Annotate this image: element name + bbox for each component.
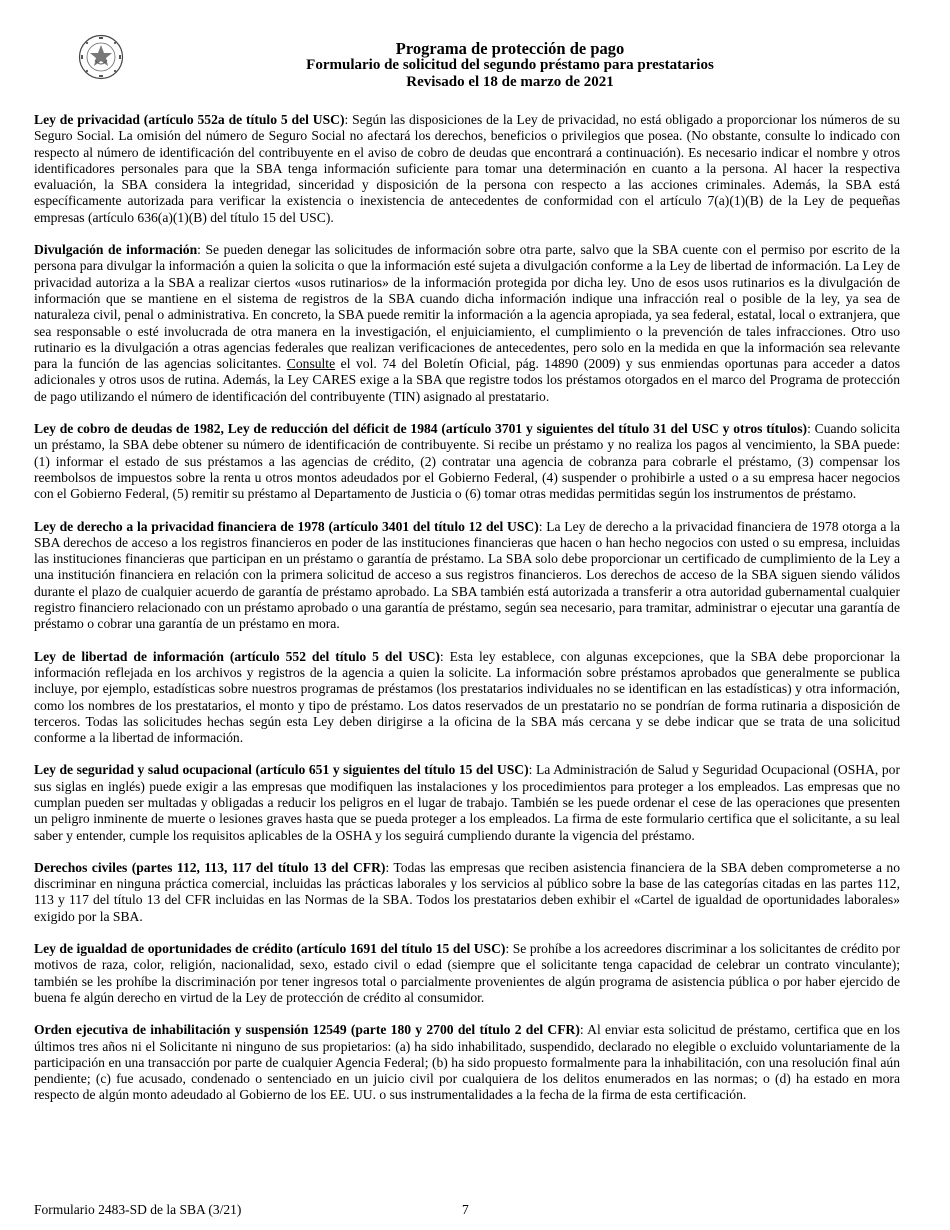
sba-seal-logo xyxy=(78,34,124,80)
section-equal-credit xyxy=(34,941,900,1006)
section-text: : La Administración de Salud y Seguridad Ocupacional (OSHA, por sus siglas en inglés) puede exigir a las empresas que modifiquen las instalaciones y los procedimientos para proteger a los empleados. Las empresas que no cumplan pueden ser multadas y obligadas a reducir los peligros en el lugar de trabajo. También se les puede ordenar el cese de las operaciones que presenten un peligro inminente de muerte o lesiones graves hasta que se pueda proteger a los empleados. La firma de este formulario certifica que el solicitante, a su leal saber y entender, cumple los requisitos aplicables de la OSHA y los seguirá cumpliendo durante la vigencia del préstamo. xyxy=(34,762,900,843)
section-heading: Ley de derecho a la privacidad financiera de 1978 (artículo 3401 del título 12 del USC) xyxy=(34,518,539,534)
section-heading: Ley de privacidad (artículo 552a de título 5 del USC) xyxy=(34,112,345,127)
section-debarment xyxy=(34,1022,900,1103)
section-foia xyxy=(34,649,900,747)
section-osha xyxy=(34,762,900,843)
section-text: : Cuando solicita un préstamo, la SBA debe obtener su número de identificación de contribuyente. Si recibe un préstamo y no realiza los pagos al vencimiento, la SBA puede: (1) informar el estado de sus préstamos a las agencias de crédito, (2) contratar una agencia de cobranza para cobrarle el préstamo, (3) compensar los reembolsos de impuestos sobre la renta u otros montos adeudados por el Gobierno Federal, (4) suspender o prohibirle a usted o a su empresa hacer negocios con el Gobierno Federal, (5) remitir su préstamo al Departamento de Justicia o (6) tomar otras medidas permitidas según los instrumentos de préstamo. xyxy=(34,421,901,502)
document-subtitle: Formulario de solicitud del segundo préstamo para prestatarios xyxy=(306,57,714,73)
section-heading: Orden ejecutiva de inhabilitación y suspensión 12549 (parte 180 y 2700 del título 2 del CFR) xyxy=(34,1022,580,1038)
section-civil-rights xyxy=(34,860,900,925)
section-heading: Derechos civiles (partes 112, 113, 117 del título 13 del CFR) xyxy=(34,859,386,875)
section-text: : Se pueden denegar las solicitudes de información sobre otra parte, salvo que la SBA cuente con el permiso por escrito de la persona para divulgar la información a quien la solicita o que la información esté sujeta a divulgación conforme a la Ley de libertad de información. La Ley de privacidad autoriza a la SBA a realizar ciertos «usos rutinarios» de la información protegida por dicha ley. Uno de esos usos rutinarios es la divulgación de información que se mantiene en el sistema de registros de la SBA cuando dicha información indique una infracción real o posible de la ley, ya sea de naturaleza civil, penal o administrativa. En concreto, la SBA puede remitir la información a la agencia apropiada, ya sea federal, estatal, local o extranjera, que sea responsable o esté involucrada de otra manera en la investigación, el enjuiciamiento, el cumplimiento o la prevención de tales infracciones. Otro uso rutinario es la divulgación a otras agencias federales que realizan verificaciones de antecedentes, pero solo en la medida en que la información sea relevante para la función de las agencias solicitantes. xyxy=(34,242,900,372)
document-header xyxy=(230,40,790,91)
section-text: el vol. 74 del Boletín Oficial, pág. 14890 (2009) y sus enmiendas oportunas para acceder a datos adicionales y otros usos de rutina. Además, la Ley CARES exige a la SBA que registre todos los préstamos otorgados en el marco del Programa de protección de pago utilizando el número de identificación del contribuyente (TIN) asignado al prestatario. xyxy=(34,356,900,404)
section-text: : Se prohíbe a los acreedores discriminar a los solicitantes de crédito por motivos de raza, color, religión, nacionalidad, sexo, estado civil o edad (siempre que el solicitante tenga capacidad de celebrar un contrato vinculante); también se les prohíbe la discriminación por tener ingresos total o parcialmente provenientes de algún programa de asistencia pública o por haber ejercido de buena fe algún derecho en virtud de la Ley de protección de crédito al consumidor. xyxy=(34,941,900,1005)
section-heading: Divulgación de información xyxy=(34,242,198,258)
section-text: : La Ley de derecho a la privacidad financiera de 1978 otorga a la SBA derechos de acceso a los registros financieros en poder de las instituciones financieras que hacen o han hecho negocios con usted o su empresa, incluidas las instituciones financieras que participan en un préstamo o garantía de préstamo. La SBA solo debe proporcionar un certificado de cumplimiento de la Ley a una institución financiera en relación con la primera solicitud de acceso a sus registros financieros. Los derechos de acceso de la SBA siguen siendo válidos durante el plazo de cualquier acuerdo de garantía de préstamo aprobado. La SBA también está autorizada a transferir a otra autoridad gubernamental cualquier registro financiero relacionado con un préstamo aprobado o una garantía de préstamo, según sea necesario, para tramitar, administrar o ejecutar una garantía de préstamo o cobrar una garantía de un préstamo en mora. xyxy=(34,518,900,632)
document-body xyxy=(34,112,900,1120)
section-text: : Todas las empresas que reciben asistencia financiera de la SBA deben comprometerse a no discriminar en ninguna práctica comercial, incluidas las prácticas laborales y los servicios al público sobre la base de las categorías citadas en las partes 112, 113 y 117 del título 13 del CFR incluidas en las Normas de la SBA. Todos los prestatarios deben exhibir el «Cartel de igualdad de oportunidades laborales» exigido por la SBA. xyxy=(34,859,901,924)
revision-date: Revisado el 18 de marzo de 2021 xyxy=(406,74,614,90)
form-footer-label: Formulario 2483-SD de la SBA (3/21) xyxy=(34,1202,242,1217)
section-text: : Esta ley establece, con algunas excepciones, que la SBA debe proporcionar la información reflejada en los archivos y registros de la agencia a quien la solicite. La información sobre préstamos aprobados que generalmente se publica incluye, por ejemplo, estadísticas sobre nuestros programas de préstamos (los prestatarios individuales no se identifican en las estadísticas) y otra información, como los nombres de los prestatarios, el monto y tipo de préstamo. Los datos reservados de un prestatario no se pondrían de forma rutinaria a disposición de terceros. Todas las solicitudes hechas según esta Ley deben dirigirse a la oficina de la SBA más cercana y se debe indicar que se trata de una solicitud conforme a la libertad de información. xyxy=(34,648,900,746)
document-title: Programa de protección de pago xyxy=(395,39,625,58)
consult-link[interactable]: Consulte xyxy=(286,356,336,372)
section-heading: Ley de cobro de deudas de 1982, Ley de reducción del déficit de 1984 (artículo 3701 y siguientes del título 31 del USC y otros títulos) xyxy=(34,421,808,437)
section-debt-collection xyxy=(34,421,900,502)
section-disclosure xyxy=(34,242,900,405)
section-heading: Ley de igualdad de oportunidades de crédito (artículo 1691 del título 15 del USC) xyxy=(34,941,506,957)
section-privacy-act xyxy=(34,112,900,226)
section-heading: Ley de libertad de información (artículo 552 del título 5 del USC) xyxy=(34,648,440,664)
section-text: : Al enviar esta solicitud de préstamo, certifica que en los últimos tres años ni el Solicitante ni ninguno de sus propietarios: (a) ha sido inhabilitado, suspendido, declarado no elegible o excluido voluntariamente de la participación en una transacción por parte de cualquier Agencia Federal; (b) ha sido propuesto formalmente para la inhabilitación, con una resolución final aún pendiente; (c) fue acusado, condenado o sentenciado en un juicio civil por cualquiera de los delitos enumerados en las normas; o (d) ha estado en mora respecto de algún monto adeudado al Gobierno de los EE. UU. o sus instrumentalidades a la fecha de la firma de esta certificación. xyxy=(34,1022,901,1103)
section-heading: Ley de seguridad y salud ocupacional (artículo 651 y siguientes del título 15 del USC) xyxy=(34,762,529,778)
section-text: : Según las disposiciones de la Ley de privacidad, no está obligado a proporcionar los números de su Seguro Social. La omisión del número de Seguro Social no afectará los derechos, beneficios o privilegios que posea. (No obstante, consulte lo indicado con respecto al número de identificación del contribuyente en el aviso de cobro de deudas que encontrará a continuación). Es necesario indicar el nombre y otros identificadores personales para que la SBA tenga información suficiente para tomar una determinación en cuanto a la persona. Al hacer la respectiva evaluación, la SBA considera la integridad, sinceridad y disposición de la persona con respecto a las acciones criminales. Además, la SBA está específicamente autorizada para verificar la existencia o inexistencia de antecedentes de conformidad con el artículo 7(a)(1)(B) de la Ley de pequeñas empresas (artículo 636(a)(1)(B) del título 15 del USC). xyxy=(34,112,900,225)
section-financial-privacy xyxy=(34,519,900,633)
page-number: 7 xyxy=(462,1202,469,1217)
